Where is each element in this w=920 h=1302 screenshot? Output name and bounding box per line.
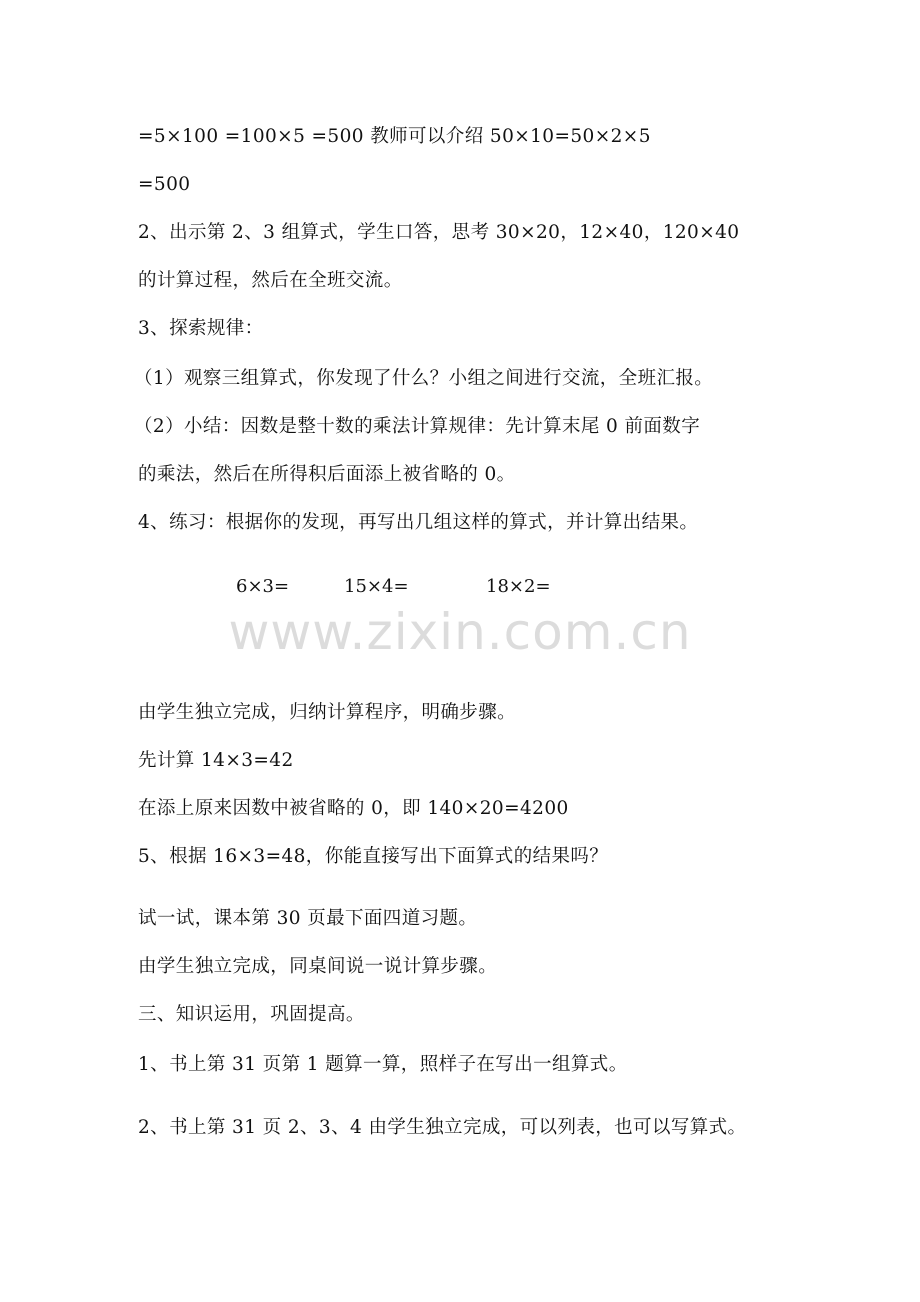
watermark: www.zixin.com.cn xyxy=(228,603,692,661)
exercise-expression: 6×3= xyxy=(236,576,290,597)
section-heading: 三、知识运用，巩固提高。 xyxy=(138,1004,365,1025)
exercise-expression: 15×4= xyxy=(344,576,409,597)
text-line: 的乘法，然后在所得积后面添上被省略的 0。 xyxy=(138,464,516,485)
text-line: 1、书上第 31 页第 1 题算一算，照样子在写出一组算式。 xyxy=(138,1054,628,1075)
text-line: 在添上原来因数中被省略的 0，即 140×20=4200 xyxy=(138,798,569,819)
text-line: 由学生独立完成，归纳计算程序，明确步骤。 xyxy=(138,702,517,723)
text-line: =500 xyxy=(138,174,191,195)
text-line: 4、练习：根据你的发现，再写出几组这样的算式，并计算出结果。 xyxy=(138,512,699,533)
text-line: 的计算过程，然后在全班交流。 xyxy=(138,270,403,291)
exercise-expression: 18×2= xyxy=(486,576,551,597)
text-line: =5×100 =100×5 =500 教师可以介绍 50×10=50×2×5 xyxy=(138,126,651,147)
text-line: 由学生独立完成，同桌间说一说计算步骤。 xyxy=(138,956,498,977)
section-heading: 3、探索规律： xyxy=(138,318,264,339)
text-line: 先计算 14×3=42 xyxy=(138,750,294,771)
text-line: （2）小结：因数是整十数的乘法计算规律：先计算末尾 0 前面数字 xyxy=(134,416,701,437)
text-line: 试一试，课本第 30 页最下面四道习题。 xyxy=(138,908,478,929)
text-line: 2、书上第 31 页 2、3、4 由学生独立完成，可以列表，也可以写算式。 xyxy=(138,1117,747,1138)
text-line: （1）观察三组算式，你发现了什么？小组之间进行交流，全班汇报。 xyxy=(134,368,714,389)
text-line: 2、出示第 2、3 组算式，学生口答，思考 30×20，12×40，120×40 xyxy=(138,222,740,243)
text-line: 5、根据 16×3=48，你能直接写出下面算式的结果吗？ xyxy=(138,846,609,867)
